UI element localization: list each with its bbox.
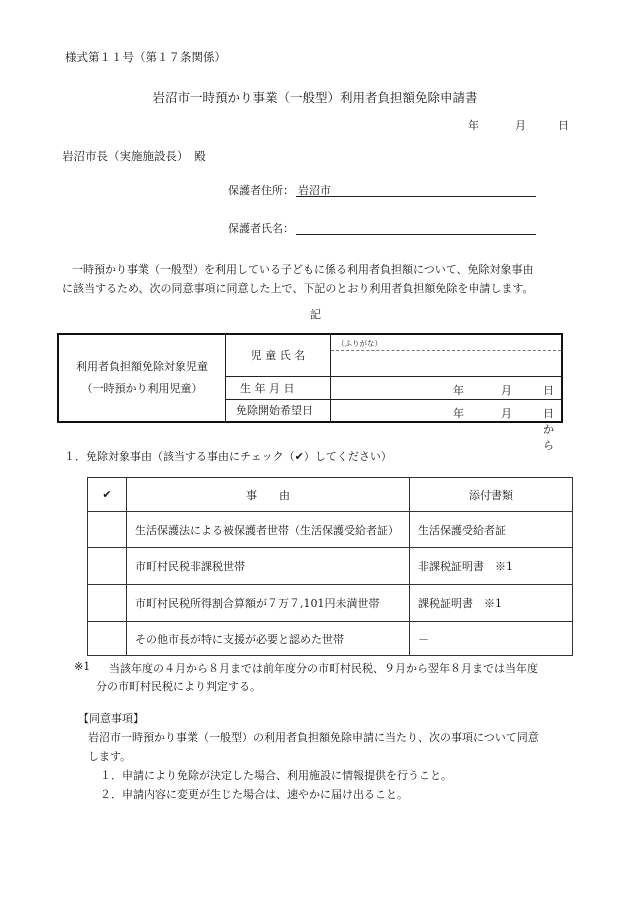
child-name-cell[interactable]: [331, 334, 563, 376]
reason-table: [87, 477, 573, 656]
date-day: 日: [558, 119, 569, 132]
start-year: 年: [453, 406, 464, 420]
reason-2: 市町村民税非課税世帯: [127, 548, 410, 585]
reason-header: 事 由: [127, 478, 410, 512]
birth-month: 月: [501, 383, 512, 397]
attachment-1: 生活保護受給者証: [410, 512, 573, 548]
start-month: 月: [501, 406, 512, 420]
consent-item-2: ２．申請内容に変更が生じた場合は、速やかに届け出ること。: [100, 788, 408, 801]
checkbox-cell-1[interactable]: [88, 512, 127, 548]
guardian-name-label: 保護者氏名：: [228, 222, 294, 235]
furigana-label: （ふりがな）: [337, 339, 382, 348]
start-date-label: 免除開始希望日: [226, 399, 331, 422]
child-heading-line-1: 利用者負担額免除対象児童: [76, 360, 208, 373]
date-month: 月: [515, 119, 526, 132]
guardian-address-line: [296, 196, 536, 197]
birth-day: 日: [543, 383, 554, 397]
attachment-header: 添付書類: [410, 478, 573, 512]
furigana-divider: [331, 350, 561, 351]
date-year: 年: [468, 119, 479, 132]
child-name-label: 児 童 氏 名: [226, 334, 331, 376]
reason-1: 生活保護法による被保護者世帯（生活保護受給者証）: [127, 512, 410, 548]
checkbox-cell-4[interactable]: [88, 622, 127, 656]
checkbox-cell-3[interactable]: [88, 585, 127, 622]
reason-3: 市町村民税所得割合算額が７万７,101円未満世帯: [127, 585, 410, 622]
child-heading-line-2: （一時預かり利用児童）: [81, 382, 203, 395]
guardian-name-field[interactable]: [296, 234, 536, 235]
birthdate-cell[interactable]: [331, 376, 563, 399]
addressee: 岩沼市長（実施施設長） 殿: [62, 149, 206, 163]
attachment-4: －: [410, 622, 573, 656]
checkbox-cell-2[interactable]: [88, 548, 127, 585]
intro-line-2: に該当するため、次の同意事項に同意した上で、下記のとおり利用者負担額免除を申請します。: [62, 282, 534, 295]
page-title: 岩沼市一時預かり事業（一般型）利用者負担額免除申請書: [152, 90, 478, 105]
attachment-2: 非課税証明書 ※1: [410, 548, 573, 585]
child-info-table: [57, 333, 563, 452]
consent-heading: 【同意事項】: [78, 712, 144, 725]
note-line-1: 当該年度の４月から８月までは前年度分の市町村民税、９月から翌年８月までは当年度: [109, 662, 538, 675]
section1-title: １．免除対象事由（該当する事由にチェック（✔）してください）: [64, 450, 392, 463]
birthdate-label: 生 年 月 日: [226, 376, 331, 399]
intro-line-1: 一時預かり事業（一般型）を利用している子どもに係る利用者負担額について、免除対象事由: [72, 263, 534, 276]
note-line-2: 分の市町村民税により判定する。: [96, 680, 261, 693]
start-day: 日から: [543, 406, 554, 452]
guardian-address-value[interactable]: 岩沼市: [298, 184, 331, 197]
child-box-heading: [58, 334, 226, 422]
ki-label: 記: [310, 308, 321, 321]
consent-item-1: １．申請により免除が決定した場合、利用施設に情報提供を行うこと。: [100, 769, 452, 782]
reason-4: その他市長が特に支援が必要と認めた世帯: [127, 622, 410, 656]
note-mark: ※1: [74, 660, 91, 673]
birth-year: 年: [453, 383, 464, 397]
start-date-cell[interactable]: [331, 399, 563, 452]
consent-intro-line-1: 岩沼市一時預かり事業（一般型）の利用者負担額免除申請に当たり、次の事項について同意: [88, 731, 539, 744]
consent-intro-line-2: します。: [88, 750, 132, 763]
guardian-address-label: 保護者住所：: [228, 184, 294, 197]
check-header: ✔: [88, 478, 127, 512]
attachment-3: 課税証明書 ※1: [410, 585, 573, 622]
form-number: 様式第１１号（第１７条関係）: [65, 50, 226, 64]
